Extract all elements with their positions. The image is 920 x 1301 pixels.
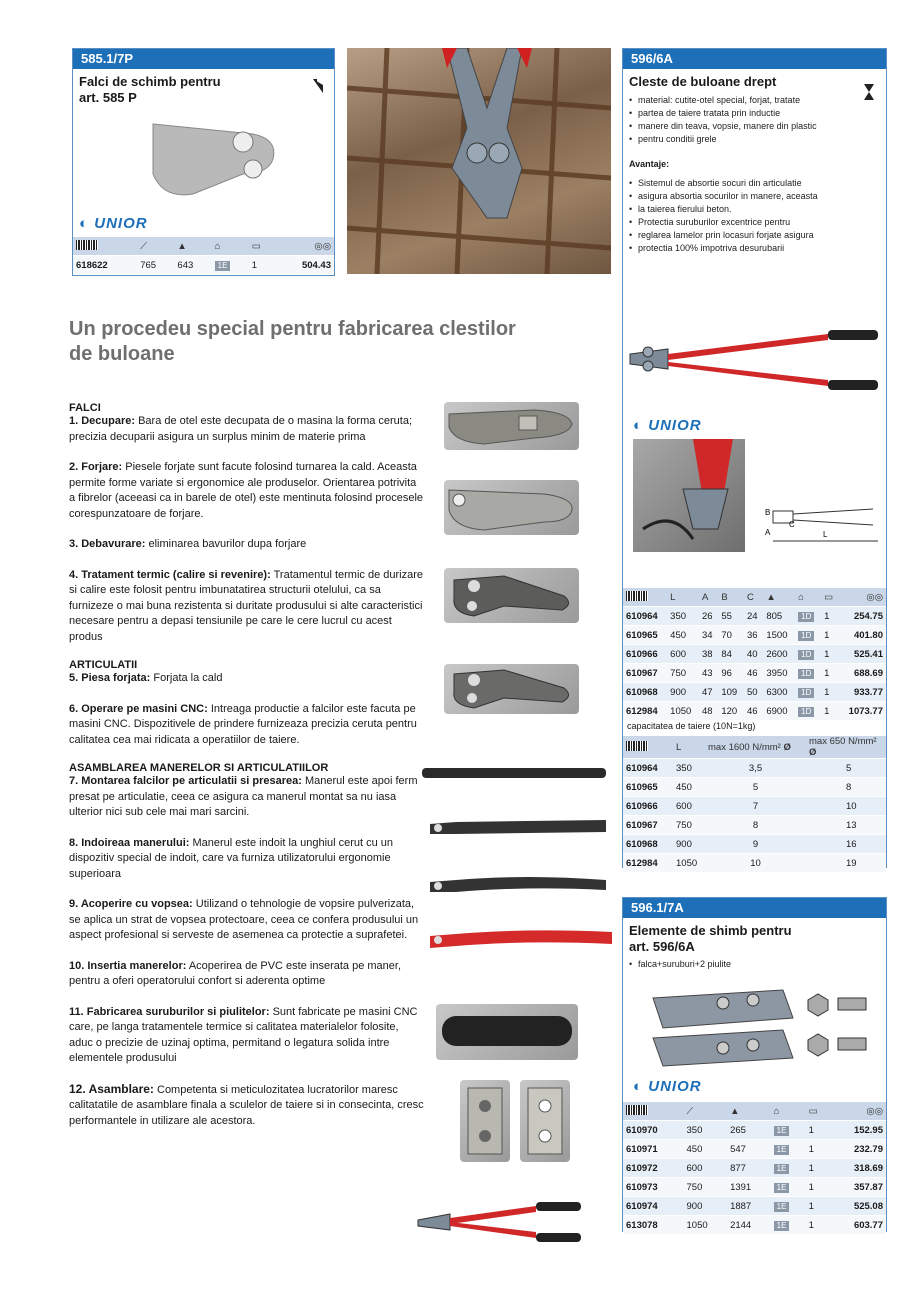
step-image-cnc [444,664,579,714]
replacement-parts-image [643,978,873,1078]
pack-badge: 1D [798,707,814,717]
cell-price: 152.95 [830,1121,886,1140]
table-row [623,607,886,626]
step-1: 1. Decupare: Bara de otel este decupata de o masina la forma ceruta; precizia decuparii asigura un surplus minim de materie prima [69,415,413,443]
cell-code: 610964 [623,607,667,626]
unior-logo: ◐ UNIOR [633,1078,702,1095]
parts-table [623,1101,886,1234]
cell-code: 610967 [623,816,673,835]
pack-icon: ⌂ [212,237,249,256]
product-title: Cleste de buloane drept [629,74,777,89]
step-image-forged [444,480,579,535]
cell-pack [795,607,821,626]
table-row [623,1140,886,1159]
step-3: 3. Debavurare: eliminarea bavurilor dupa forjare [69,538,307,550]
coins-icon: ◎◎ [830,1102,886,1121]
unior-logo: ◐ UNIOR [633,417,702,434]
feature-list [629,94,829,146]
rebar-cutting-photo [347,48,611,274]
title-line-1: Un procedeu special pentru fabricarea clestilor [69,318,516,340]
cell-cap-1600: 10 [705,854,806,873]
cell-qty: 1 [821,626,839,645]
table-row [623,1197,886,1216]
cell-w: 805 [763,607,795,626]
product-code-header: 596/6A [623,49,886,69]
col-l: L [673,736,705,759]
step-image-assembled-cutter [416,1196,586,1251]
cell-B: 55 [718,607,744,626]
cell-pack [795,683,821,702]
feature-list [629,958,731,971]
cell-L: 900 [667,683,699,702]
cell-code: 610974 [623,1197,684,1216]
col-c: C [744,588,763,607]
pack-badge: 1D [798,650,814,660]
cell-price: 401.80 [839,626,886,645]
cell-code: 610965 [623,778,673,797]
cell-price: 525.08 [830,1197,886,1216]
cell-price: 254.75 [839,607,886,626]
step-10: 10. Insertia manerelor: Acoperirea de PVC este inserata pe maner, pentru a oferi operatorului confort si aderenta optime [69,959,402,987]
col-b: B [718,588,744,607]
step-8: 8. Indoireaa manerului: Manerul este indoit la unghiul cerut cu un dispozitiv special de indoit, care va furniza utilizatorului ergonomie superioara [69,836,394,880]
cell-w: 6900 [763,702,795,721]
table-row [623,702,886,721]
coins-icon: ◎◎ [839,588,886,607]
feature-item: • material: cutite-otel special, forjat, tratate [629,94,829,107]
cut-type-icon [311,77,325,95]
col-l: L [667,588,699,607]
cell-pack [795,664,821,683]
cell-cap-650: 19 [806,854,886,873]
step-9: 9. Acoperire cu vopsea: Utilizand o tehnologie de vopsire pulverizata, se aplica un strat de vopsea protectoare, ceea ce confera produsului un aspect profesional si serveste de asemenea ca protectie a suprafetei. [69,898,419,941]
advantage-item-cont: • asigura absortia socurilor in manere, aceasta [629,190,839,203]
cell-w: 877 [727,1159,771,1178]
table-row [623,626,886,645]
specs-table [623,587,886,720]
cell-code: 612984 [623,702,667,721]
cell-qty: 1 [821,664,839,683]
cell-B: 120 [718,702,744,721]
step-image-bolts-2 [520,1080,570,1162]
cell-qty: 1 [806,1178,830,1197]
cell-code: 612984 [623,854,673,873]
table-row [623,797,886,816]
usage-photo [633,439,745,552]
cell-code: 610970 [623,1121,684,1140]
cell-w: 2144 [727,1216,771,1235]
qty-icon: ▭ [821,588,839,607]
title-line-1: Elemente de shimb pentru [629,923,792,938]
cell-B: 70 [718,626,744,645]
step-5: 5. Piesa forjata: Forjata la cald [69,672,223,684]
capacity-table [623,735,886,872]
pack-badge: 1E [774,1202,790,1212]
step-image-painted-handle [426,926,614,962]
cell-C: 50 [744,683,763,702]
step-image-bent-handle [426,870,608,906]
cell-qty: 1 [806,1159,830,1178]
cell-pack [795,626,821,645]
col-cap-650: max 650 N/mm² [809,736,877,747]
pack-badge: 1E [774,1164,790,1174]
cell-code: 610973 [623,1178,684,1197]
step-6: 6. Operare pe masini CNC: Intreaga productie a falcilor este facuta pe masini CNC. Dispozitivele de prindere furnizeaza precizia ceruta pentru calitatea cea mai ridicata a operatiilor de taiere. [69,702,417,746]
cell-cap-1600: 8 [705,816,806,835]
cell-w: 1500 [763,626,795,645]
cell-L: 350 [684,1121,728,1140]
cell-code: 610968 [623,683,667,702]
cell-L: 1050 [667,702,699,721]
cell-qty: 1 [821,683,839,702]
pack-badge: 1E [215,261,231,271]
diameter-icon: Ø [809,747,817,758]
cell-C: 36 [744,626,763,645]
qty-icon: ▭ [249,237,275,256]
dim-label-b: B [765,508,771,517]
cell-L: 750 [684,1178,728,1197]
feature-item: • manere din teava, vopsie, manere din plastic [629,120,829,133]
product-title [79,74,221,106]
cell-qty: 1 [806,1121,830,1140]
table-row [623,835,886,854]
cell-code: 613078 [623,1216,684,1235]
cell-cap-650: 16 [806,835,886,854]
cell-C: 24 [744,607,763,626]
feature-item-cont: • pentru conditii grele [629,133,829,146]
cell-w: 6300 [763,683,795,702]
cell-price: 357.87 [830,1178,886,1197]
item-length: 765 [137,256,174,275]
cell-A: 47 [699,683,718,702]
product-title [629,923,792,955]
pack-icon: ⌂ [795,588,821,607]
weight-icon: ▲ [763,588,795,607]
cell-pack [771,1121,806,1140]
cell-pack [771,1197,806,1216]
process-steps [69,402,424,1129]
qty-icon: ▭ [806,1102,830,1121]
cell-pack [771,1140,806,1159]
step-image-pvc-grip [436,1004,578,1060]
cell-pack [771,1216,806,1235]
cell-w: 265 [727,1121,771,1140]
feature-item: • falca+suruburi+2 piulite [629,958,731,971]
process-title [69,317,516,367]
coins-icon: ◎◎ [274,237,334,256]
bolt-cutter-image [628,324,883,404]
step-11: 11. Fabricarea suruburilor si piulitelor: Sunt fabricate pe masini CNC care, pe langa tratamentele termice si calitatea materialelor folosite, aduc o precizie de uzinaj optima, permitand o legatura solida intre elementele produsului [69,1005,418,1064]
cell-pack [771,1178,806,1197]
item-price: 504.43 [274,256,334,275]
cell-L: 600 [667,645,699,664]
step-image-pressed-handle [426,812,608,848]
cell-A: 48 [699,702,718,721]
cell-pack [771,1159,806,1178]
cell-cap-1600: 9 [705,835,806,854]
title-line-2: de buloane [69,343,175,365]
card1-table [73,236,334,274]
dim-label-l: L [823,530,828,539]
cell-code: 610967 [623,664,667,683]
table-row [623,854,886,873]
cell-L: 900 [684,1197,728,1216]
cell-w: 2600 [763,645,795,664]
cell-cap-1600: 7 [705,797,806,816]
cell-A: 26 [699,607,718,626]
advantage-item: • Protectia suruburilor excentrice pentru [629,216,839,229]
pack-badge: 1D [798,631,814,641]
cell-code: 610966 [623,645,667,664]
weight-icon: ▲ [174,237,211,256]
pack-badge: 1D [798,669,814,679]
barcode-icon [626,741,648,751]
step-image-bolts-1 [460,1080,510,1162]
unior-logo: ◐ UNIOR [79,215,148,232]
table-row [623,1159,886,1178]
cell-L: 450 [684,1140,728,1159]
cell-A: 43 [699,664,718,683]
weight-icon: ▲ [727,1102,771,1121]
product-card-596-1-7a [622,897,887,1232]
cell-code: 610972 [623,1159,684,1178]
cell-B: 96 [718,664,744,683]
cell-qty: 1 [806,1216,830,1235]
col-cap-1600: max 1600 N/mm² [708,741,781,753]
cut-type-icon [863,83,875,101]
cell-C: 46 [744,664,763,683]
cell-price: 525.41 [839,645,886,664]
cell-code: 610968 [623,835,673,854]
pack-icon: ⌂ [771,1102,806,1121]
dimension-diagram [763,499,883,549]
cell-price: 232.79 [830,1140,886,1159]
cell-pack [795,645,821,664]
cell-price: 318.69 [830,1159,886,1178]
cell-qty: 1 [821,607,839,626]
step-image-handle-tube [420,762,608,786]
product-card-585-1-7p [72,48,335,276]
cell-l: 600 [673,797,705,816]
cell-cap-1600: 3,5 [705,759,806,778]
capacity-label: capacitatea de taiere (10N=1kg) [627,721,756,731]
cell-qty: 1 [821,645,839,664]
product-code-header: 596.1/7A [623,898,886,918]
diameter-icon: Ø [783,741,791,753]
cell-l: 750 [673,816,705,835]
cell-cap-650: 13 [806,816,886,835]
step-2: 2. Forjare: Piesele forjate sunt facute folosind turnarea la cald. Aceasta permite forme variate si ergonomice ale produselor. Orientarea potrivita a fibrelor (aceeasi ca in barele de otel) este mentinuta folosind procesele corespunzatoare de forjare. [69,461,424,520]
table-row [623,759,886,778]
cell-L: 1050 [684,1216,728,1235]
length-icon: ⟋ [684,1102,728,1121]
cell-w: 547 [727,1140,771,1159]
cell-w: 1887 [727,1197,771,1216]
title-line-2: art. 596/6A [629,939,695,954]
cell-qty: 1 [806,1140,830,1159]
cell-w: 3950 [763,664,795,683]
advantage-item-cont: • protectia 100% impotriva desurubarii [629,242,839,255]
cell-L: 600 [684,1159,728,1178]
advantages-title: Avantaje: [629,159,670,169]
cell-l: 450 [673,778,705,797]
cell-B: 84 [718,645,744,664]
cell-C: 46 [744,702,763,721]
pack-badge: 1E [774,1221,790,1231]
cell-w: 1391 [727,1178,771,1197]
item-weight: 643 [174,256,211,275]
table-row [623,683,886,702]
item-qty: 1 [249,256,275,275]
barcode-icon [626,1105,648,1115]
step-4: 4. Tratament termic (calire si revenire): Tratamentul termic de durizare si calire este folosit pentru imbunatatirea structurii otelului, ca sa furnizeze o mai buna rezistenta si duritate produsului si alte caracteristici necesare pentru a depasi tensiunile pe care le cere lucrul cu acest produs [69,568,423,643]
title-line-1: Falci de schimb pentru [79,74,221,89]
table-row [623,1121,886,1140]
table-row [623,816,886,835]
cell-A: 38 [699,645,718,664]
cell-price: 688.69 [839,664,886,683]
title-line-2: art. 585 P [79,90,137,105]
cell-cap-650: 5 [806,759,886,778]
cell-A: 34 [699,626,718,645]
table-row [623,1178,886,1197]
barcode-icon [76,240,98,250]
col-a: A [699,588,718,607]
cell-cap-650: 10 [806,797,886,816]
product-code-header: 585.1/7P [73,49,334,69]
cell-code: 610971 [623,1140,684,1159]
barcode-icon [626,591,648,601]
cell-L: 750 [667,664,699,683]
step-12: 12. Asamblare: Competenta si meticulozitatea lucratorilor maresc calitatatile de asamblare finala a sculelor de taiere si in consecinta, cresc performantele in utilizare ale acestora. [69,1081,424,1127]
cell-pack [795,702,821,721]
section-heading-asamblare: ASAMBLAREA MANERELOR SI ARTICULATIILOR [69,762,329,774]
cell-price: 933.77 [839,683,886,702]
dim-label-c: C [789,520,795,529]
cell-code: 610964 [623,759,673,778]
pack-badge: 1E [774,1126,790,1136]
pack-badge: 1E [774,1145,790,1155]
item-code: 618622 [73,256,137,275]
feature-item: • partea de taiere tratata prin inductie [629,107,829,120]
advantage-item-cont: • reglarea lamelor prin locasuri forjate asigura [629,229,839,242]
cell-l: 1050 [673,854,705,873]
cell-l: 350 [673,759,705,778]
cell-L: 350 [667,607,699,626]
section-heading-falci: FALCI [69,402,101,414]
table-row [623,778,886,797]
cell-cap-1600: 5 [705,778,806,797]
dim-label-a: A [765,528,771,537]
pack-badge: 1E [774,1183,790,1193]
table-row [623,1216,886,1235]
cell-qty: 1 [806,1197,830,1216]
length-icon: ⟋ [137,237,174,256]
step-7: 7. Montarea falcilor pe articulatii si presarea: Manerul este apoi ferm presat pe articulatie, ceea ce asigura ca manerul montat sa nu iasa ulterior nici sub cele mai mari sarcini. [69,775,418,818]
cell-price: 1073.77 [839,702,886,721]
cell-L: 450 [667,626,699,645]
table-row [623,664,886,683]
pack-badge: 1D [798,688,814,698]
cell-qty: 1 [821,702,839,721]
cell-code: 610965 [623,626,667,645]
step-image-blank [444,402,579,450]
cell-C: 40 [744,645,763,664]
cell-cap-650: 8 [806,778,886,797]
jaw-image [133,114,283,204]
table-row [623,645,886,664]
cell-B: 109 [718,683,744,702]
product-card-596-6a [622,48,887,868]
step-image-heat-treated [444,568,579,623]
cell-code: 610966 [623,797,673,816]
pack-badge: 1D [798,612,814,622]
advantage-item: • Sistemul de absortie socuri din articulatie [629,177,839,190]
cell-l: 900 [673,835,705,854]
cell-price: 603.77 [830,1216,886,1235]
advantage-item-cont: • la taierea fierului beton. [629,203,839,216]
section-heading-articulatii: ARTICULATII [69,659,138,671]
advantages-list [629,177,839,255]
